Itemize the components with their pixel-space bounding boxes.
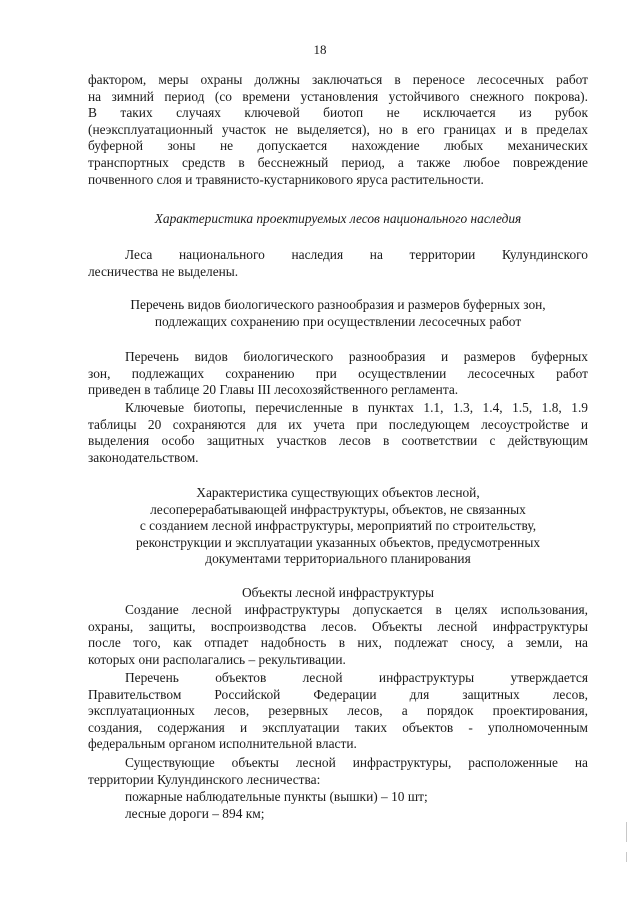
text-line: создания, содержания и эксплуатации таких объектов - уполномоченным <box>88 719 588 735</box>
heading-forest-infrastructure-objects: Объекты лесной инфраструктуры <box>241 585 435 600</box>
paragraph-biodiversity-list <box>88 349 588 399</box>
text-line: на зимний период (со времени установления устойчивого снежного покрова). <box>88 88 588 104</box>
text-line: эксплуатационных лесов, резервных лесов, а порядок проектирования, <box>88 703 588 719</box>
heading-line: подлежащих сохранению при осуществлении лесосечных работ <box>154 313 522 329</box>
heading-national-heritage-forests: Характеристика проектируемых лесов национального наследия <box>154 211 522 226</box>
paragraph-existing-objects <box>88 755 588 788</box>
heading-existing-infrastructure <box>88 485 588 568</box>
heading-line: документами территориального планирования <box>205 551 471 567</box>
heading-line: реконструкции и эксплуатации указанных объектов, предусмотренных <box>135 534 541 550</box>
scan-artifact <box>626 822 627 842</box>
heading-line: Перечень видов биологического разнообразия и размеров буферных зон, <box>130 297 546 312</box>
text-line: Ключевые биотопы, перечисленные в пунктах 1.1, 1.3, 1.4, 1.5, 1.8, 1.9 <box>125 400 588 415</box>
infrastructure-list <box>88 789 588 822</box>
text-line: Создание лесной инфраструктуры допускается в целях использования, <box>125 602 588 617</box>
text-line: Перечень объектов лесной инфраструктуры утверждается <box>125 670 588 685</box>
page-number: 18 <box>313 42 327 57</box>
text-line: после того, как отпадет надобность в них, подлежат сносу, а земли, на <box>88 635 588 651</box>
text-line: транспортных средств в бесснежный период, а также любое повреждение <box>88 154 588 170</box>
scan-artifact <box>626 852 627 862</box>
text-line: зон, подлежащих сохранению при осуществлении лесосечных работ <box>88 365 588 381</box>
text-line: (неэксплуатационный участок не выделяется), но в его границах и в пределах <box>88 121 588 137</box>
text-line: Леса национального наследия на территории Кулундинского <box>125 247 588 262</box>
text-line: Правительством Российской Федерации для защитных лесов, <box>88 686 588 702</box>
paragraph-infrastructure-list-approval <box>88 670 588 753</box>
text-line: приведен в таблице 20 Главы III лесохозяйственного регламента. <box>88 382 459 398</box>
heading-line: с созданием лесной инфраструктуры, мероприятий по строительству, <box>139 518 537 534</box>
text-line: территории Кулундинского лесничества: <box>88 771 321 787</box>
text-line: Перечень видов биологического разнообразия и размеров буферных <box>125 349 588 364</box>
text-line: В таких случаях ключевой биотоп не исключается из рубок <box>88 105 588 121</box>
text-line: охраны, защиты, воспроизводства лесов. Объекты лесной инфраструктуры <box>88 618 588 634</box>
text-line: законодательством. <box>88 449 199 465</box>
text-line: почвенного слоя и травянисто-кустарникового яруса растительности. <box>88 171 484 187</box>
paragraph-infrastructure-creation <box>88 602 588 668</box>
paragraph-protection-measures <box>88 72 588 188</box>
list-item: лесные дороги – 894 км; <box>125 805 265 821</box>
paragraph-key-biotopes <box>88 400 588 466</box>
text-line: фактором, меры охраны должны заключаться в переносе лесосечных работ <box>88 72 588 87</box>
heading-line: лесоперерабатывающей инфраструктуры, объектов, не связанных <box>150 501 526 517</box>
text-line: которых они располагались – рекультивации. <box>88 651 346 667</box>
paragraph-national-heritage <box>88 247 588 280</box>
text-line: таблицы 20 сохраняются для их учета при последующем лесоустройстве и <box>88 416 588 432</box>
heading-biodiversity-buffer-zones <box>88 297 588 330</box>
text-line: буферной зоны не допускается нахождение любых механических <box>88 138 588 154</box>
text-line: выделения особо защитных участков лесов в соответствии с действующим <box>88 433 588 449</box>
text-line: федеральным органом исполнительной власти. <box>88 736 357 752</box>
list-item: пожарные наблюдательные пункты (вышки) – 10 шт; <box>125 789 428 804</box>
text-line: лесничества не выделены. <box>88 263 239 279</box>
heading-line: Характеристика существующих объектов лесной, <box>196 485 480 500</box>
text-line: Существующие объекты лесной инфраструктуры, расположенные на <box>125 755 588 770</box>
